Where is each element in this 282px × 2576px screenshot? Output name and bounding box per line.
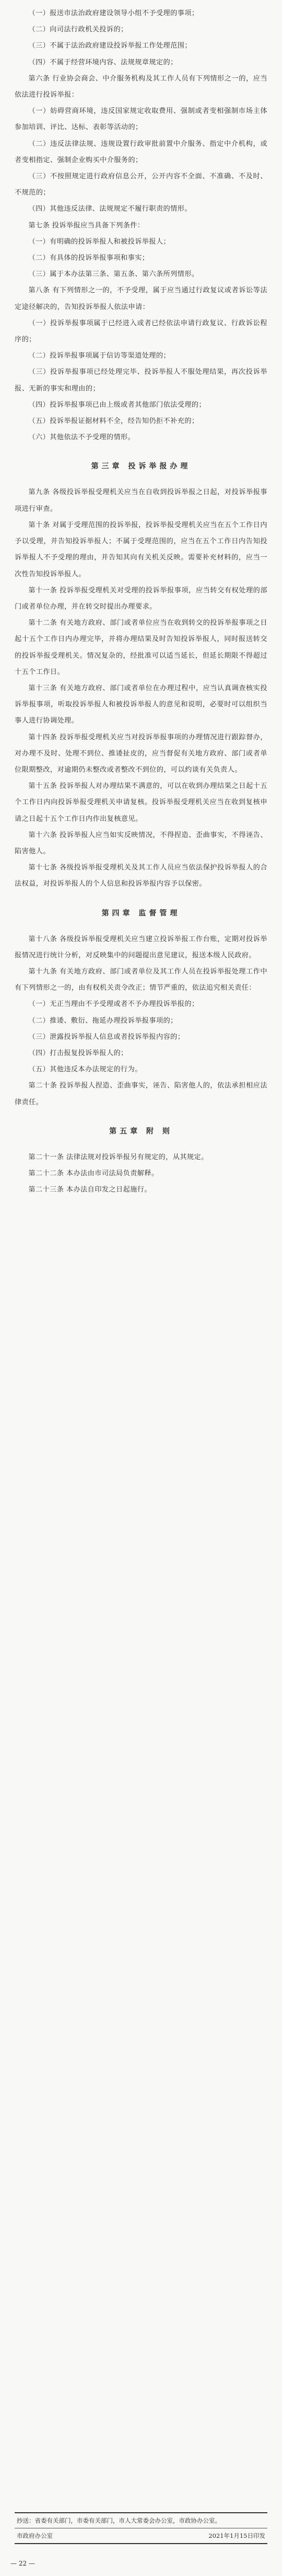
chapter-heading: 第五章 附 则 xyxy=(109,1127,173,1136)
clause: （一）报送市法治政府建设领导小组不予受理的事项； xyxy=(28,9,199,17)
clause: （六）其他依法不予受理的情形。 xyxy=(28,433,135,442)
clause: （四）打击报复投诉举报人的； xyxy=(28,1049,128,1057)
clause: （五）投诉举报证据材料不全，经告知仍拒不补充的； xyxy=(28,417,199,426)
article-14: 第十四条 投诉举报受理机关应当对投诉举报事项的办理情况进行跟踪督办，对办理不及时、处理不到位、推诿扯皮的，应当督促有关地方政府、部门或者单位限期整改，对逾期仍未整改或者整改不到位的，可以约谈有关负责人。 xyxy=(15,733,267,774)
article-22: 第二十二条 本办法由市司法局负责解释。 xyxy=(28,1170,159,1177)
article-23: 第二十三条 本办法自印发之日起施行。 xyxy=(28,1186,151,1194)
clause: （二）投诉举报事项属于信访等渠道处理的； xyxy=(28,352,171,360)
clause: （一）无正当理由不予受理或者不予办理投诉举报的； xyxy=(28,1000,199,1009)
article-18: 第十八条 各级投诉举报受理机关应当建立投诉举报工作台账，定期对投诉举报情况进行统计分析，对反映集中的问题提出意见建议，报送本级人民政府。 xyxy=(15,935,267,959)
article-6: 第六条 行业协会商会、中介服务机构及其工作人员有下列情形之一的，应当依法进行投诉举报： xyxy=(15,74,267,99)
clause: （二）有具体的投诉举报事项和事实； xyxy=(28,254,149,262)
issuer: 市政府办公室 xyxy=(17,2532,53,2539)
article-15: 第十五条 投诉举报人对办理结果不满意的，可以在收到办理结果之日起十五个工作日内向投诉举报受理机关申请复核。投诉举报受理机关应当在收到复核申请之日起十五个工作日内作出复核意见。 xyxy=(15,782,267,823)
document-body xyxy=(15,5,267,1198)
chapter-heading: 第四章 监督管理 xyxy=(101,909,181,918)
issue-date: 2021年1月15日印发 xyxy=(208,2532,265,2539)
article-9: 第九条 各级投诉举报受理机关应当在自收到投诉举报之日起，对投诉举报事项进行审查。 xyxy=(15,488,267,513)
clause: （四）不属于经营环境内容、法规规章规定的； xyxy=(28,58,178,66)
article-7: 第七条 投诉举报应当具备下列条件： xyxy=(28,221,145,230)
clause: （三）不按照规定进行政府信息公开，公开内容不全面、不准确、不及时、不规范的； xyxy=(15,173,267,197)
article-16: 第十六条 投诉举报人应当如实反映情况，不得捏造、歪曲事实，不得诬告、陷害他人。 xyxy=(15,831,267,855)
clause: （四）投诉举报事项已由上级或者其他部门依法受理的； xyxy=(28,400,206,409)
article-11: 第十一条 投诉举报受理机关对受理的投诉举报事项，应当转交有权处理的部门或者单位办理，并在转交时提出办理要求。 xyxy=(15,586,267,611)
clause: （二）违反法律法规、违规设置行政审批前置中介服务、指定中介机构，或者变相指定、强制企业购买中介服务的； xyxy=(15,140,267,164)
divider xyxy=(15,2543,267,2544)
article-8: 第八条 有下列情形之一的，不予受理，属于应当通过行政复议或者诉讼等法定途径解决的，告知投诉举报人依法申请： xyxy=(15,287,267,311)
clause: （三）属于本办法第三条、第五条、第六条所列情形。 xyxy=(28,270,199,279)
cc-text: 抄送：省委有关部门，市委有关部门，市人大常委会办公室，市政协办公室。 xyxy=(17,2517,221,2524)
clause: （三）泄露投诉举报人信息或者投诉举报内容的； xyxy=(28,1033,185,1041)
cc-line xyxy=(15,2513,267,2528)
article-10: 第十条 对属于受理范围的投诉举报，投诉举报受理机关应当在五个工作日内予以受理，并告知投诉举报人；不属于受理范围的，应当在五个工作日内告知投诉举报人不予受理的理由，并告知其向有关机关反映。需要补充材料的，应当一次性告知投诉举报人。 xyxy=(15,521,267,578)
clause: （二）推诿、敷衍、拖延办理投诉举报事项的； xyxy=(28,1016,178,1025)
issuance-footer xyxy=(15,2512,267,2544)
article-13: 第十三条 有关地方政府、部门或者单位在办理过程中，应当认真调查核实投诉举报事项，听取投诉举报人和被投诉举报人的意见和说明，必要时可以组织当事人进行协调处理。 xyxy=(15,684,267,725)
article-17: 第十七条 各级投诉举报受理机关及其工作人员应当依法保护投诉举报人的合法权益，对投诉举报人的个人信息和投诉举报内容予以保密。 xyxy=(15,864,267,888)
clause: （二）向司法行政机关投诉的； xyxy=(28,26,128,34)
clause: （五）其他违反本办法规定的行为。 xyxy=(28,1066,142,1074)
article-20: 第二十条 投诉举报人捏造、歪曲事实，诬告、陷害他人的，依法承担相应法律责任。 xyxy=(15,1082,267,1106)
issue-line xyxy=(15,2528,267,2543)
clause: （四）其他违反法律、法规规定不履行职责的情形。 xyxy=(28,205,192,213)
clause: （一）妨碍营商环境，违反国家规定收取费用、强制或者变相强制市场主体参加培训、评比、达标、表彰等活动的； xyxy=(15,107,267,132)
article-19: 第十九条 有关地方政府、部门或者单位及其工作人员在投诉举报处理工作中有下列情形之一的，由有权机关责令改正；情节严重的，依法追究相关责任： xyxy=(15,967,267,992)
article-12: 第十二条 有关地方政府、部门或者单位应当在收到转交的投诉举报事项之日起十五个工作日内办理完毕，并将办理结果及时告知投诉举报人，同时报送转交的投诉举报受理机关。情况复杂的，经批准可以适当延长，但延长期限不得超过十五个工作日。 xyxy=(15,619,267,676)
article-21: 第二十一条 法律法规对投诉举报另有规定的，从其规定。 xyxy=(28,1153,208,1161)
chapter-heading: 第三章 投诉举报办理 xyxy=(91,462,191,471)
clause: （一）投诉举报事项属于已经进入或者已经依法申请行政复议、行政诉讼程序的； xyxy=(15,319,267,344)
page-number: — 22 — xyxy=(10,2560,35,2567)
clause: （一）有明确的投诉举报人和被投诉举报人； xyxy=(28,237,171,246)
clause: （三）不属于法治政府建设投诉举报工作处理范围； xyxy=(28,42,192,50)
clause: （三）投诉举报事项已经处理完毕、投诉举报人不服处理结果，再次投诉举报、无新的事实和理由的； xyxy=(15,368,267,393)
